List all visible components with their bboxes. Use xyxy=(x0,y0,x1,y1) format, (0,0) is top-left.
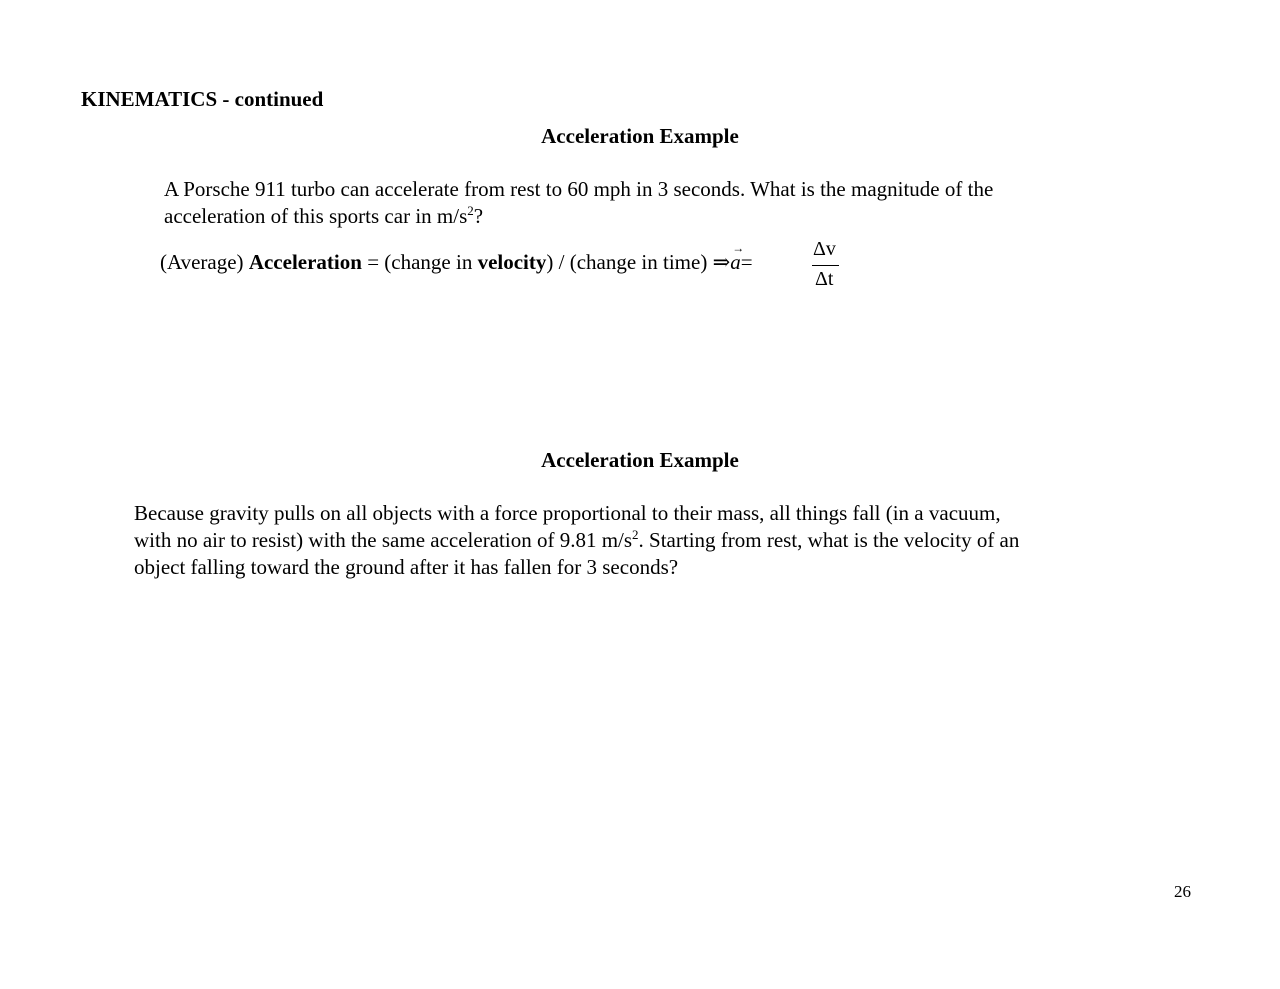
implies-arrow-icon: ⇒ xyxy=(712,250,731,274)
example2-title: Acceleration Example xyxy=(541,448,739,472)
page-number: 26 xyxy=(1174,882,1191,901)
example2-line1: Because gravity pulls on all objects with a force proportional to their mass, all things fall (in a vacuum, xyxy=(134,501,1001,525)
example1-line2: acceleration of this sports car in $m/s^2$? xyxy=(164,203,484,228)
page-header: KINEMATICS - continued xyxy=(81,87,324,111)
example1-title: Acceleration Example xyxy=(541,124,739,148)
acceleration-vector-symbol: a → xyxy=(730,241,745,274)
example2-line2: with no air to resist) with the same acceleration of 9.81 $m/s^2$. Starting from rest, what is the velocity of an xyxy=(134,527,1020,552)
fraction-denominator: Δt xyxy=(815,268,834,290)
fraction-numerator: Δv xyxy=(813,238,836,260)
example2-line3: object falling toward the ground after it has fallen for 3 seconds? xyxy=(134,555,679,579)
acceleration-equation: (Average) Acceleration = (change in velocity) / (change in time) ⇒a → = xyxy=(160,241,753,274)
fraction-bar xyxy=(812,265,839,266)
example1-question xyxy=(164,176,993,230)
example1-line1: A Porsche 911 turbo can accelerate from rest to 60 mph in 3 seconds. What is the magnitude of the xyxy=(164,177,994,201)
example2-question xyxy=(134,500,1019,581)
